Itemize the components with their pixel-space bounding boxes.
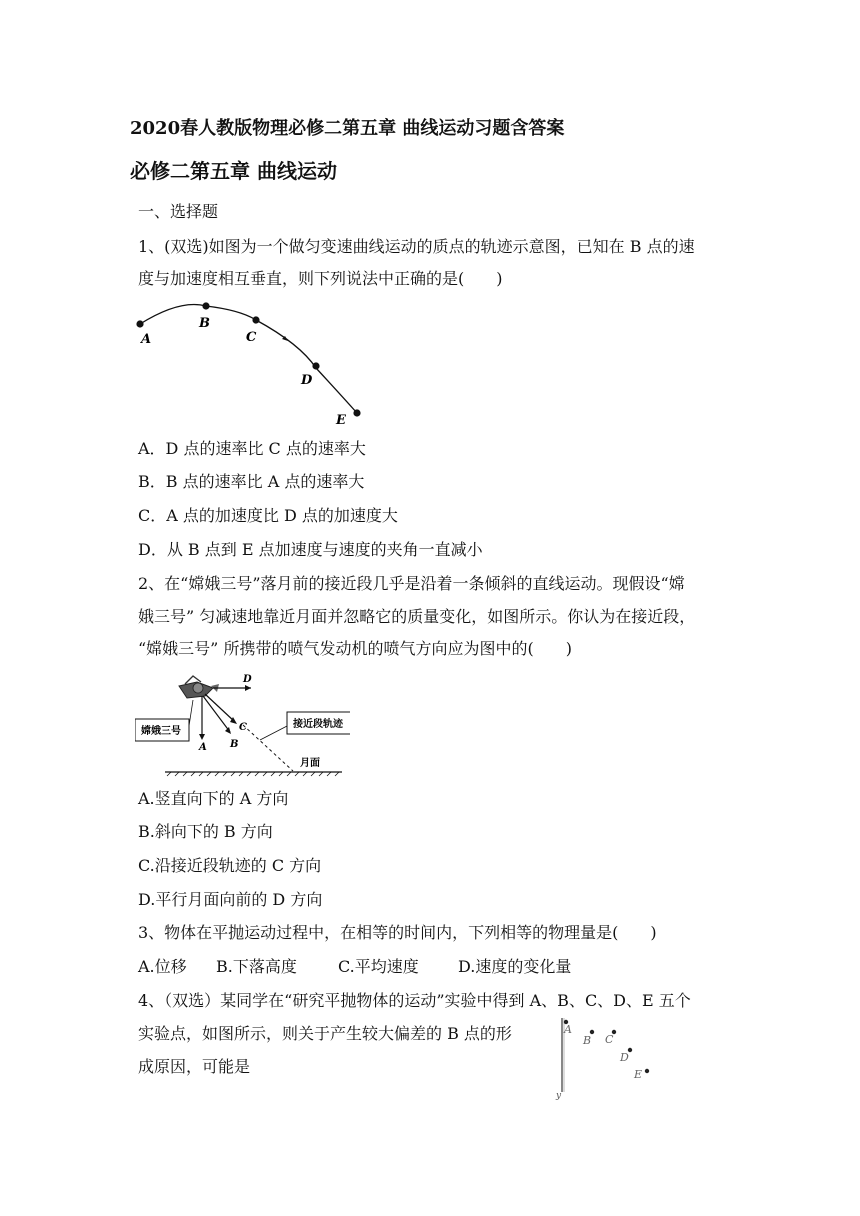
q2-label-b: B bbox=[230, 739, 239, 750]
q2-option-b: B.斜向下的 B 方向 bbox=[138, 822, 273, 841]
q1-label-e: E bbox=[336, 413, 346, 428]
q1-stem-line2: 度与加速度相互垂直，则下列说法中正确的是( ) bbox=[138, 269, 503, 288]
q4-label-y: y bbox=[556, 1091, 562, 1100]
q1-point-e bbox=[353, 409, 360, 416]
q1-label-d: D bbox=[301, 373, 313, 388]
q4-label-b: B bbox=[583, 1034, 592, 1047]
q2-track-label: 接近段轨迹 bbox=[293, 719, 343, 730]
q1-option-b: B．B 点的速率比 A 点的速率大 bbox=[138, 472, 365, 491]
q1-point-b bbox=[202, 302, 209, 309]
q3-option-b: B.下落高度 bbox=[216, 957, 297, 976]
q4-label-e: E bbox=[634, 1068, 643, 1081]
document-title: 2020春人教版物理必修二第五章 曲线运动习题含答案 bbox=[130, 118, 565, 139]
q3-option-a: A.位移 bbox=[138, 957, 187, 976]
q1-label-a: A bbox=[141, 332, 152, 347]
q4-stem-line2: 实验点，如图所示，则关于产生较大偏差的 B 点的形 bbox=[138, 1024, 512, 1043]
q2-option-d: D.平行月面向前的 D 方向 bbox=[138, 890, 323, 909]
q1-point-c bbox=[252, 316, 259, 323]
q3-option-d: D.速度的变化量 bbox=[458, 957, 572, 976]
q2-label-c: C bbox=[239, 722, 247, 733]
q3-option-c: C.平均速度 bbox=[338, 957, 419, 976]
q1-point-d bbox=[312, 362, 319, 369]
q4-label-c: C bbox=[605, 1033, 614, 1046]
q4-experiment-figure bbox=[552, 1016, 662, 1100]
q2-stem-line1: 2、在“嫦娥三号”落月前的接近段几乎是沿着一条倾斜的直线运动。现假设“嫦 bbox=[138, 574, 685, 593]
q1-option-c: C．A 点的加速度比 D 点的加速度大 bbox=[138, 506, 398, 525]
lander-icon bbox=[179, 676, 219, 698]
q1-trajectory-curve bbox=[140, 304, 357, 413]
q1-option-a: A．D 点的速率比 C 点的速率大 bbox=[138, 439, 366, 458]
q1-label-c: C bbox=[246, 330, 257, 345]
q4-stem-line1: 4、（双选）某同学在“研究平抛物体的运动”实验中得到 A、B、C、D、E 五个 bbox=[138, 991, 691, 1010]
q2-stem-line3: “嫦娥三号” 所携带的喷气发动机的喷气方向应为图中的( ) bbox=[138, 639, 572, 658]
q2-label-a: A bbox=[199, 742, 207, 753]
section-heading: 一、选择题 bbox=[138, 202, 219, 221]
q2-label-d: D bbox=[243, 674, 252, 685]
q4-point-e bbox=[645, 1069, 649, 1073]
q2-option-c: C.沿接近段轨迹的 C 方向 bbox=[138, 856, 322, 875]
q1-point-a bbox=[136, 320, 143, 327]
q3-stem: 3、物体在平抛运动过程中，在相等的时间内，下列相等的物理量是( ) bbox=[138, 923, 657, 942]
q2-stem-line2: 娥三号” 匀减速地靠近月面并忽略它的质量变化，如图所示。你认为在接近段， bbox=[138, 607, 696, 626]
q2-option-a: A.竖直向下的 A 方向 bbox=[138, 789, 289, 808]
q1-option-d: D．从 B 点到 E 点加速度与速度的夹角一直减小 bbox=[138, 540, 483, 559]
q4-stem-line3: 成原因，可能是 bbox=[138, 1057, 251, 1076]
chapter-heading: 必修二第五章 曲线运动 bbox=[130, 159, 337, 183]
q4-label-d: D bbox=[620, 1051, 629, 1064]
q2-lander-figure bbox=[135, 670, 350, 782]
q1-label-b: B bbox=[199, 316, 210, 331]
q1-stem-line1: 1、(双选)如图为一个做匀变速曲线运动的质点的轨迹示意图，已知在 B 点的速 bbox=[138, 237, 695, 256]
q4-label-a: A bbox=[564, 1023, 572, 1036]
q2-craft-label: 嫦娥三号 bbox=[141, 726, 181, 737]
q1-trajectory-figure bbox=[130, 296, 370, 430]
q2-surface-label: 月面 bbox=[300, 758, 320, 769]
